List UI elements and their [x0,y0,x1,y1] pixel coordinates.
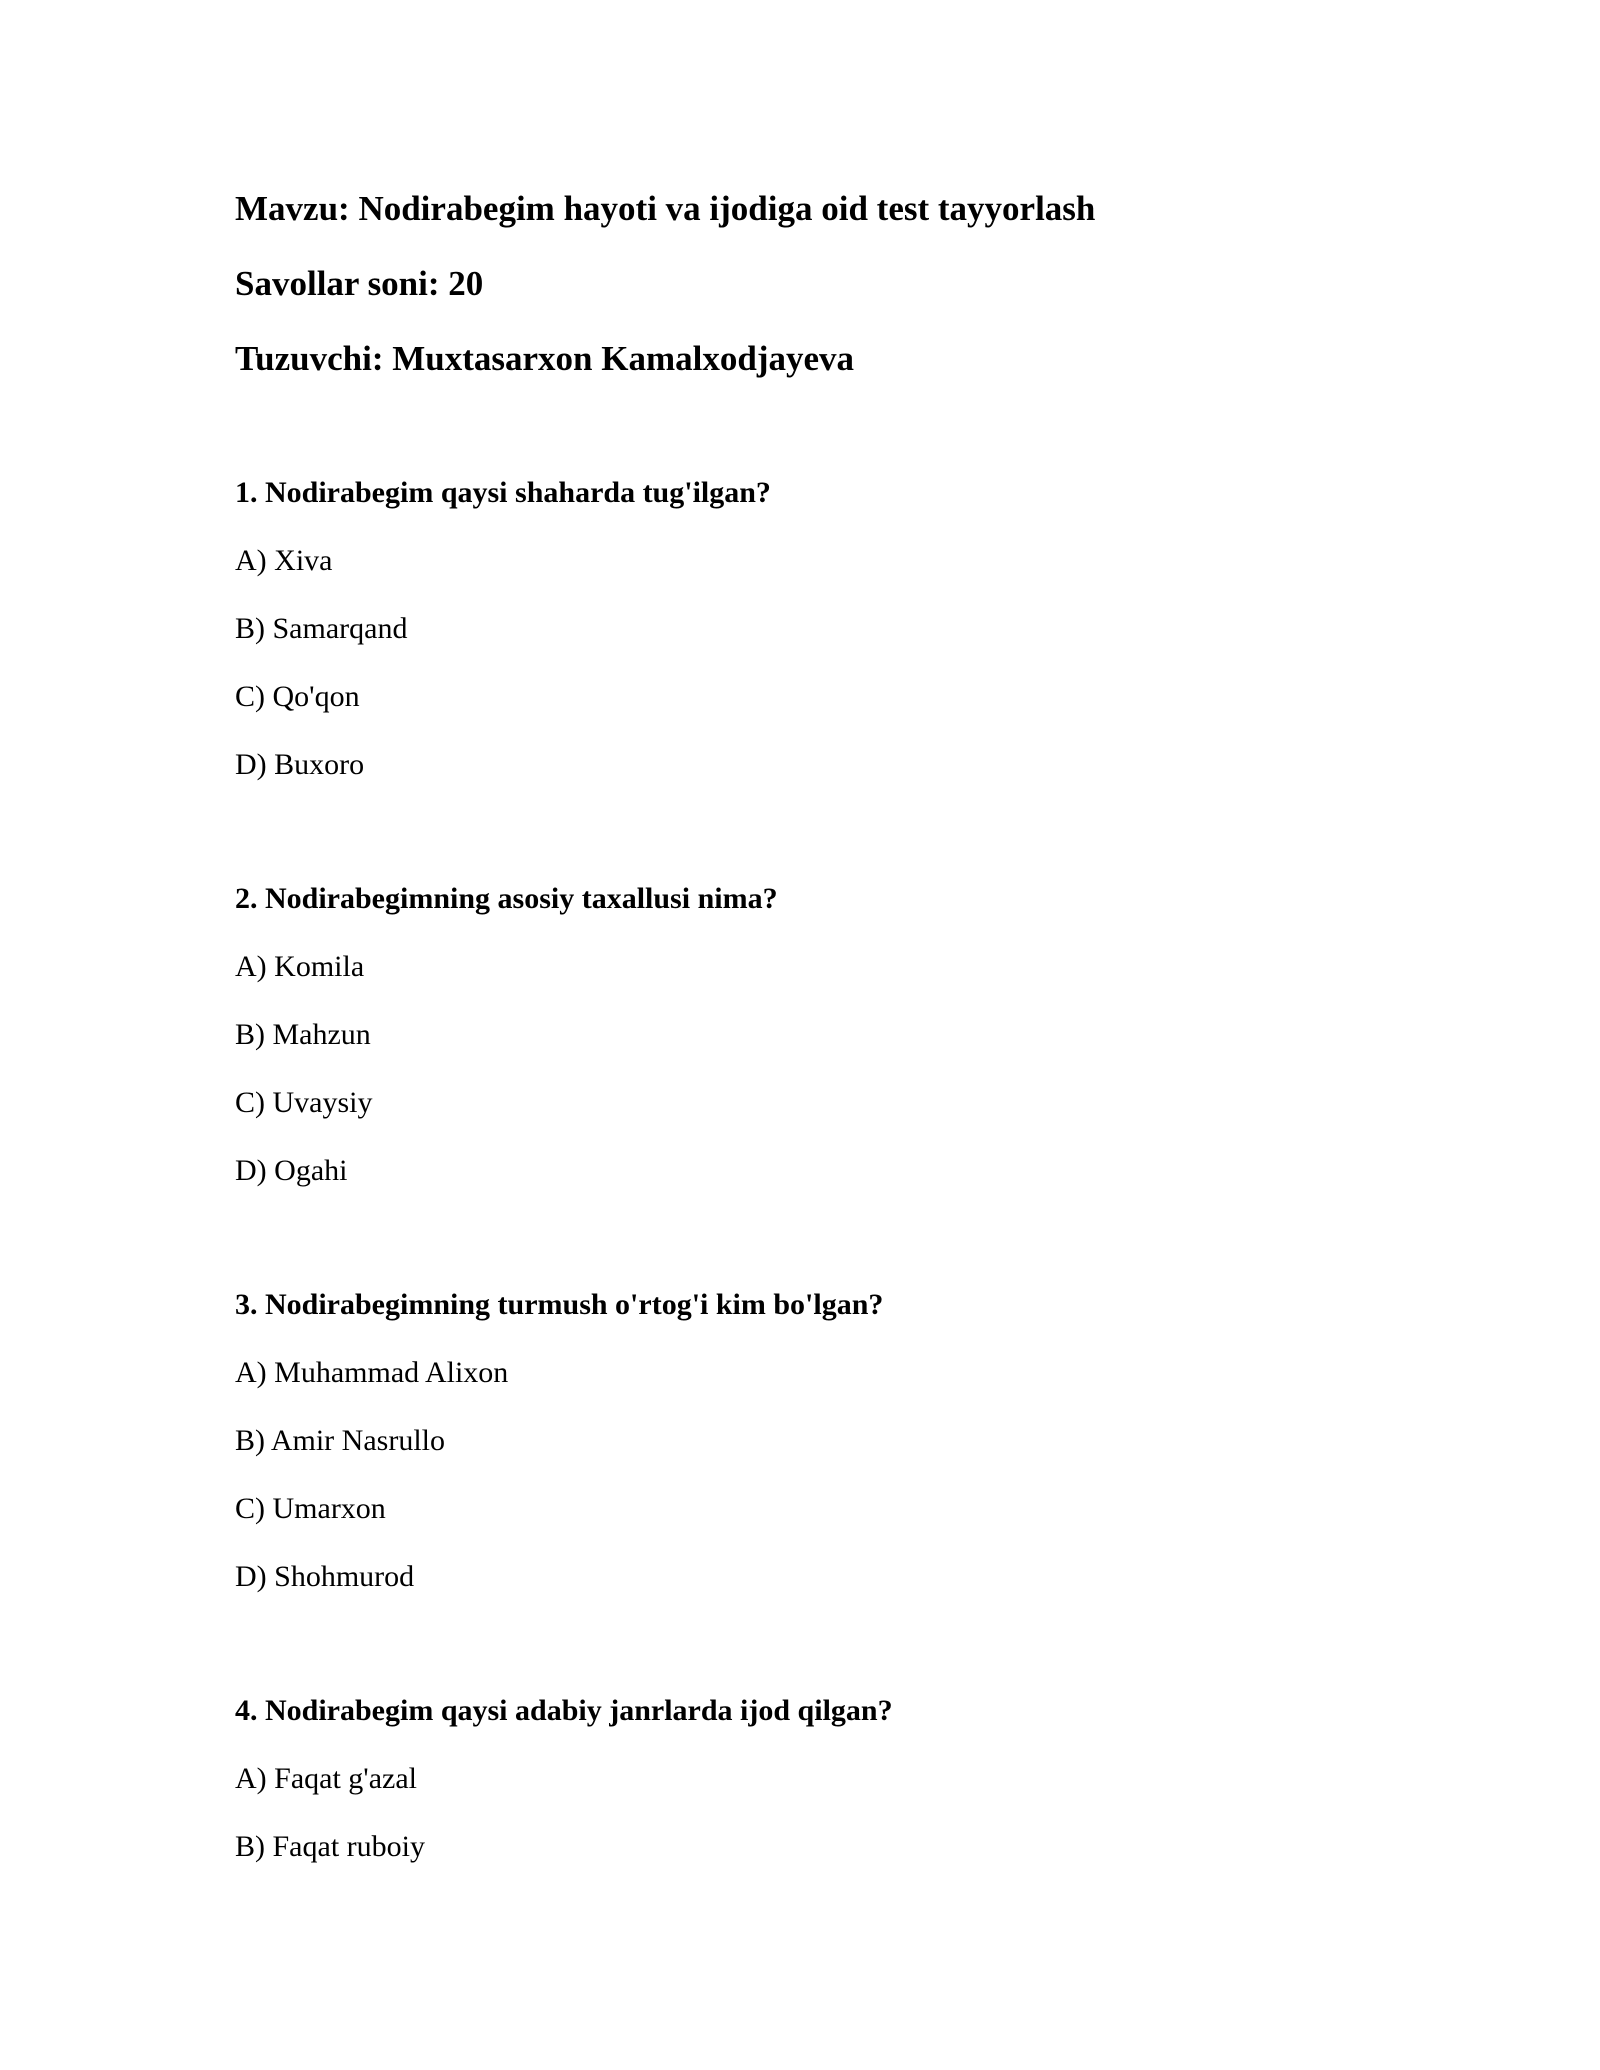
answer-option-d: D) Shohmurod [235,1560,415,1593]
question-count-heading: Savollar soni: 20 [235,264,484,303]
answer-option-c: C) Umarxon [235,1492,386,1525]
answer-option-a: A) Faqat g'azal [235,1762,417,1795]
answer-option-b: B) Samarqand [235,612,408,645]
question-block-3 [235,1287,1435,1595]
answer-option-d: D) Buxoro [235,748,365,781]
question-text: 4. Nodirabegim qaysi adabiy janrlarda ijod qilgan? [235,1694,893,1727]
answer-option-a: A) Muhammad Alixon [235,1356,509,1389]
answer-option-d: D) Ogahi [235,1154,348,1187]
question-block-4 [235,1693,1435,1865]
question-block-2 [235,881,1435,1189]
question-text: 2. Nodirabegimning asosiy taxallusi nima? [235,882,778,915]
answer-option-c: C) Qo'qon [235,680,360,713]
answer-option-b: B) Mahzun [235,1018,371,1051]
topic-heading: Mavzu: Nodirabegim hayoti va ijodiga oid test tayyorlash [235,189,1096,228]
answer-option-c: C) Uvaysiy [235,1086,373,1119]
answer-option-b: B) Faqat ruboiy [235,1830,425,1863]
question-text: 3. Nodirabegimning turmush o'rtog'i kim bo'lgan? [235,1288,884,1321]
answer-option-a: A) Komila [235,950,365,983]
author-heading: Tuzuvchi: Muxtasarxon Kamalxodjayeva [235,339,855,378]
question-block-1 [235,475,1435,783]
answer-option-a: A) Xiva [235,544,333,577]
answer-option-b: B) Amir Nasrullo [235,1424,445,1457]
question-text: 1. Nodirabegim qaysi shaharda tug'ilgan? [235,476,771,509]
